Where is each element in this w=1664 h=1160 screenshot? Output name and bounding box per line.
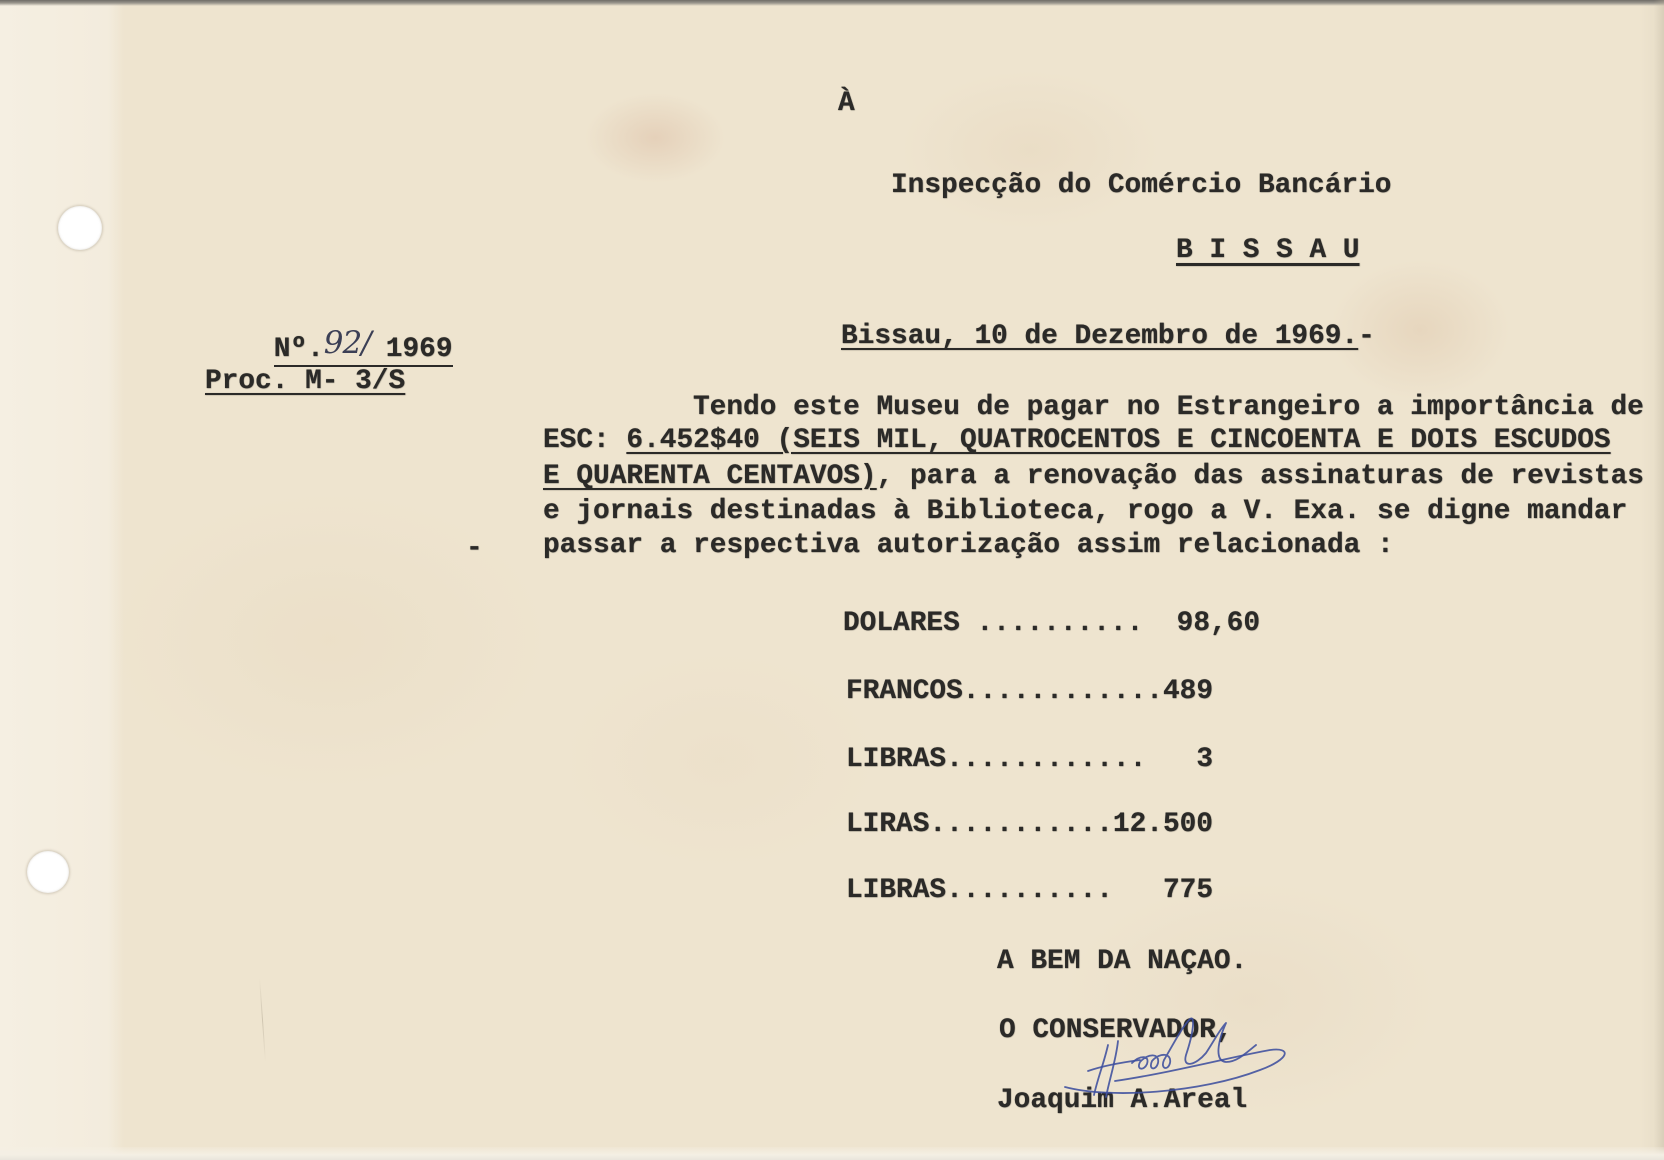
amount-currency: LIBRAS — [846, 744, 947, 775]
body-line-3 — [543, 463, 1644, 491]
currency-prefix: ESC: — [543, 425, 627, 456]
margin-mark: - — [466, 533, 483, 564]
amount-leader: ........... — [929, 809, 1113, 840]
punch-hole-top — [58, 206, 102, 250]
reference-number-prefix: Nº. — [273, 334, 324, 365]
amount-leader: .......... — [959, 608, 1177, 639]
addressee-city: B I S S A U — [1176, 235, 1360, 266]
date-text: Bissau, 10 de Dezembro de 1969. — [841, 321, 1359, 352]
body-line-4: e jornais destinadas à Biblioteca, rogo a V. Exa. se digne mandar — [543, 496, 1628, 527]
amount-value: 3 — [1196, 744, 1213, 775]
paper-right-edge — [1654, 0, 1664, 1160]
reference-number-underline — [273, 325, 453, 367]
amount-leader: .......... — [946, 875, 1163, 906]
amount-value: 12.500 — [1112, 809, 1213, 840]
amount-value: 489 — [1162, 676, 1213, 707]
amount-row — [846, 678, 1213, 706]
top-mark: À — [838, 88, 855, 119]
body-line-5: passar a respectiva autorização assim relacionada : — [543, 530, 1394, 561]
date-line — [841, 323, 1375, 351]
amount-leader: ............ — [946, 744, 1197, 775]
amount-row — [846, 746, 1213, 774]
amount-currency: LIBRAS — [846, 875, 947, 906]
amount-currency: FRANCOS — [846, 676, 963, 707]
signatory-name: Joaquim A.Areal — [997, 1085, 1248, 1116]
closing-salutation: A BEM DA NAÇAO. — [997, 946, 1248, 977]
paper-crease — [259, 978, 266, 1062]
amount-value: 98,60 — [1176, 608, 1261, 639]
process-reference: Proc. M- 3/S — [205, 366, 406, 397]
reference-number-handwritten: 92/ — [323, 325, 371, 361]
amount-row — [846, 811, 1213, 839]
date-suffix: - — [1358, 321, 1375, 352]
punch-hole-bottom — [27, 851, 69, 893]
amount-row — [846, 877, 1213, 905]
paper-bottom-edge — [0, 1147, 1664, 1160]
reference-number-year: 1969 — [385, 334, 453, 365]
amount-in-words-continued: E QUARENTA CENTAVOS) — [543, 461, 877, 492]
amount-value: 775 — [1162, 875, 1213, 906]
handwritten-signature — [1060, 1015, 1295, 1100]
amount-in-words: 6.452$40 (SEIS MIL, QUATROCENTOS E CINCOENTA E DOIS ESCUDOS — [626, 425, 1611, 456]
addressee-institution: Inspecção do Comércio Bancário — [891, 170, 1392, 201]
amount-row — [843, 610, 1260, 638]
body-line-1: Tendo este Museu de pagar no Estrangeiro a importância de — [693, 392, 1644, 423]
amount-currency: DOLARES — [843, 608, 960, 639]
paper-top-edge — [0, 0, 1664, 6]
amount-currency: LIRAS — [846, 809, 930, 840]
body-line-2 — [543, 427, 1611, 455]
body-line-3-rest: , para a renovação das assinaturas de revistas — [876, 461, 1644, 492]
amount-leader: ............ — [962, 676, 1163, 707]
signatory-title: O CONSERVADOR, — [999, 1015, 1233, 1046]
